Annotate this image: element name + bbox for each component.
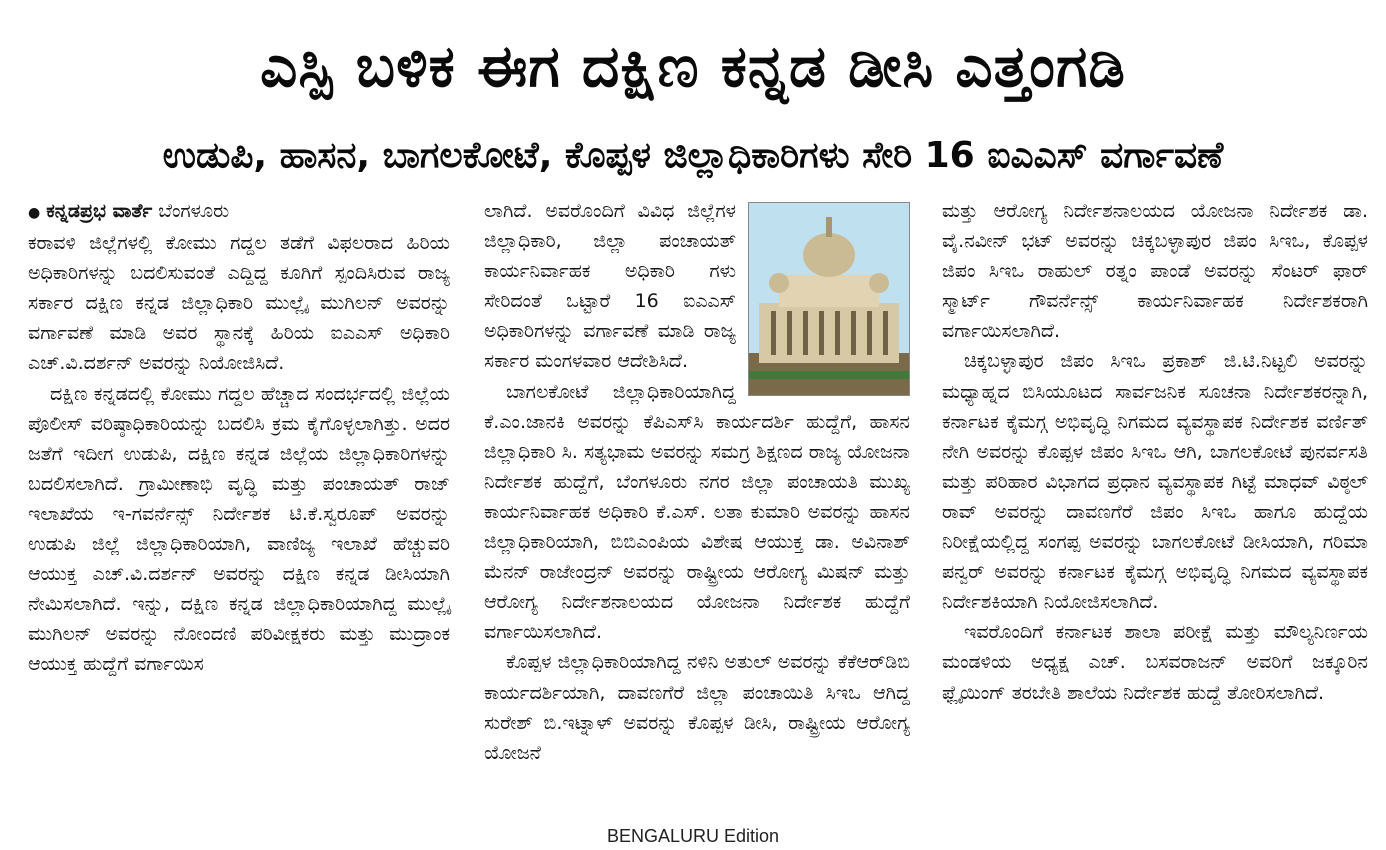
- column3-paragraph-2: ಚಿಕ್ಕಬಳ್ಳಾಪುರ ಜಿಪಂ ಸಿಇಒ ಪ್ರಕಾಶ್ ಜಿ.ಟಿ.ನಿಟ್ಟಲಿ ಅವರನ್ನು ಮಧ್ಯಾಹ್ನದ ಬಿಸಿಯೂಟದ ಸಾರ್ವಜನಿಕ ಸೂಚನಾ ನಿರ್ದೇಶಕರನ್ನಾಗಿ, ಕರ್ನಾಟಕ ಕೈಮಗ್ಗ ಅಭಿವೃದ್ಧಿ ನಿಗಮದ ವ್ಯವಸ್ಥಾಪಕ ನಿರ್ದೇಶಕ ವರ್ಣಿತ್ ನೇಗಿ ಅವರನ್ನು ಕೊಪ್ಪಳ ಜಿಪಂ ಸಿಇಒ ಆಗಿ, ಬಾಗಲಕೋಟೆ ಪುನರ್ವಸತಿ ಮತ್ತು ಪರಿಹಾರ ವಿಭಾಗದ ಪ್ರಧಾನ ವ್ಯವಸ್ಥಾಪಕ ಗಿಟ್ಟೆ ಮಾಧವ್ ವಿಠ್ಠಲ್ ರಾವ್ ಅವರನ್ನು ದಾವಣಗೆರೆ ಜಿಪಂ ಸಿಇಒ ಹಾಗೂ ಹುದ್ದೆಯ ನಿರೀಕ್ಷೆಯಲ್ಲಿದ್ದ ಸಂಗಪ್ಪ ಅವರನ್ನು ಬಾಗಲಕೋಟೆ ಡೀಸಿಯಾಗಿ, ಗರಿಮಾ ಪನ್ವರ್ ಅವರನ್ನು ಕರ್ನಾಟಕ ಕೈಮಗ್ಗ ಅಭಿವೃದ್ಧಿ ನಿಗಮದ ವ್ಯವಸ್ಥಾಪಕ ನಿರ್ದೇಶಕಿಯಾಗಿ ನಿಯೋಜಿಸಲಾಗಿದೆ.: [942, 350, 1368, 614]
- column2-paragraph-3: ಕೊಪ್ಪಳ ಜಿಲ್ಲಾಧಿಕಾರಿಯಾಗಿದ್ದ ನಳಿನಿ ಅತುಲ್ ಅವರನ್ನು ಕೆಕೆಆರ್‌ಡಿಬಿ ಕಾರ್ಯದರ್ಶಿಯಾಗಿ, ದಾವಣಗೆರೆ ಜಿಲ್ಲಾ ಪಂಚಾಯಿತಿ ಸಿಇಒ ಆಗಿದ್ದ ಸುರೇಶ್ ಬಿ.ಇಟ್ನಾಳ್ ಅವರನ್ನು ಕೊಪ್ಪಳ ಡೀಸಿ, ರಾಷ್ಟ್ರೀಯ ಆರೋಗ್ಯ ಯೋಜನೆ: [484, 651, 910, 764]
- byline-place: ಬೆಂಗಳೂರು: [158, 200, 230, 222]
- byline-source: ಕನ್ನಡಪ್ರಭ ವಾರ್ತೆ: [46, 200, 153, 222]
- column2-paragraph-1: ಲಾಗಿದೆ. ಅವರೊಂದಿಗೆ ವಿವಿಧ ಜಿಲ್ಲೆಗಳ ಜಿಲ್ಲಾಧಿಕಾರಿ, ಜಿಲ್ಲಾ ಪಂಚಾಯತ್ ಕಾರ್ಯನಿರ್ವಾಹಕ ಅಧಿಕಾರಿ ಗಳು ಸೇರಿದಂತೆ ಒಟ್ಟಾರೆ 16 ಐಎಎಸ್ ಅಧಿಕಾರಿಗಳನ್ನು ವರ್ಗಾವಣೆ ಮಾಡಿ ರಾಜ್ಯ ಸರ್ಕಾರ ಮಂಗಳವಾರ ಆದೇಶಿಸಿದೆ.: [484, 200, 736, 373]
- byline: [28, 196, 450, 228]
- article-column-1: [28, 196, 450, 680]
- article-column-3: [942, 196, 1368, 708]
- bullet-icon: ●: [28, 205, 41, 221]
- vidhana-soudha-photo: [748, 202, 910, 396]
- column3-paragraph-1: ಮತ್ತು ಆರೋಗ್ಯ ನಿರ್ದೇಶನಾಲಯದ ಯೋಜನಾ ನಿರ್ದೇಶಕ ಡಾ. ವೈ.ನವೀನ್ ಭಟ್ ಅವರನ್ನು ಚಿಕ್ಕಬಳ್ಳಾಪುರ ಜಿಪಂ ಸಿಇಒ, ಕೊಪ್ಪಳ ಜಿಪಂ ಸಿಇಒ ರಾಹುಲ್ ರತ್ನಂ ಪಾಂಡೆ ಅವರನ್ನು ಸೆಂಟರ್ ಫಾರ್ ಸ್ಮಾರ್ಟ್ ಗೌವರ್ನೆನ್ಸ್ ಕಾರ್ಯನಿರ್ವಾಹಕ ನಿರ್ದೇಶಕರಾಗಿ ವರ್ಗಾಯಿಸಲಾಗಿದೆ.: [942, 200, 1368, 343]
- article-column-2: [484, 196, 910, 768]
- edition-footer: BENGALURU Edition: [606, 826, 780, 846]
- column1-paragraph-2: ದಕ್ಷಿಣ ಕನ್ನಡದಲ್ಲಿ ಕೋಮು ಗದ್ದಲ ಹೆಚ್ಚಾದ ಸಂದರ್ಭದಲ್ಲಿ ಜಿಲ್ಲೆಯ ಪೊಲೀಸ್ ವರಿಷ್ಠಾಧಿಕಾರಿಯನ್ನು ಬದಲಿಸಿ ಕ್ರಮ ಕೈಗೊಳ್ಳಲಾಗಿತ್ತು. ಅದರ ಜತೆಗೆ ಇದೀಗ ಉಡುಪಿ, ದಕ್ಷಿಣ ಕನ್ನಡ ಜಿಲ್ಲೆಯ ಜಿಲ್ಲಾಧಿಕಾರಿಗಳನ್ನು ಬದಲಿಸಲಾಗಿದೆ. ಗ್ರಾಮೀಣಾಭಿ ವೃದ್ಧಿ ಮತ್ತು ಪಂಚಾಯತ್ ರಾಜ್ ಇಲಾಖೆಯ ಇ-ಗವರ್ನೆನ್ಸ್ ನಿರ್ದೇಶಕ ಟಿ.ಕೆ.ಸ್ವರೂಪ್ ಅವರನ್ನು ಉಡುಪಿ ಜಿಲ್ಲೆ ಜಿಲ್ಲಾಧಿಕಾರಿಯಾಗಿ, ವಾಣಿಜ್ಯ ಇಲಾಖೆ ಹೆಚ್ಚುವರಿ ಆಯುಕ್ತ ಎಚ್.ವಿ.ದರ್ಶನ್ ಅವರನ್ನು ದಕ್ಷಿಣ ಕನ್ನಡ ಡೀಸಿಯಾಗಿ ನೇಮಿಸಲಾಗಿದೆ. ಇನ್ನು, ದಕ್ಷಿಣ ಕನ್ನಡ ಜಿಲ್ಲಾಧಿಕಾರಿಯಾಗಿದ್ದ ಮುಲ್ಲೈ ಮುಗಿಲನ್ ಅವರನ್ನು ನೋಂದಣಿ ಪರಿವೀಕ್ಷಕರು ಮತ್ತು ಮುದ್ರಾಂಕ ಆಯುಕ್ತ ಹುದ್ದೆಗೆ ವರ್ಗಾಯಿಸ: [28, 382, 450, 676]
- headline: ಎಸ್ಪಿ ಬಳಿಕ ಈಗ ದಕ್ಷಿಣ ಕನ್ನಡ ಡೀಸಿ ಎತ್ತಂಗಡಿ: [260, 32, 1126, 100]
- column3-paragraph-3: ಇವರೊಂದಿಗೆ ಕರ್ನಾಟಕ ಶಾಲಾ ಪರೀಕ್ಷೆ ಮತ್ತು ಮೌಲ್ಯನಿರ್ಣಯ ಮಂಡಳಿಯ ಅಧ್ಯಕ್ಷ ಎಚ್. ಬಸವರಾಜನ್ ಅವರಿಗೆ ಜಕ್ಕೂರಿನ ಫ್ಲೈಯಿಂಗ್ ತರಬೇತಿ ಶಾಲೆಯ ನಿರ್ದೇಶಕ ಹುದ್ದೆ ತೋರಿಸಲಾಗಿದೆ.: [942, 621, 1368, 704]
- column2-paragraph-2: ಬಾಗಲಕೋಟೆ ಜಿಲ್ಲಾಧಿಕಾರಿಯಾಗಿದ್ದ ಕೆ.ಎಂ.ಜಾನಕಿ ಅವರನ್ನು ಕೆಪಿಎಸ್‌ಸಿ ಕಾರ್ಯದರ್ಶಿ ಹುದ್ದೆಗೆ, ಹಾಸನ ಜಿಲ್ಲಾಧಿಕಾರಿ ಸಿ. ಸತ್ಯಭಾಮ ಅವರನ್ನು ಸಮಗ್ರ ಶಿಕ್ಷಣದ ರಾಜ್ಯ ಯೋಜನಾ ನಿರ್ದೇಶಕ ಹುದ್ದೆಗೆ, ಬೆಂಗಳೂರು ನಗರ ಜಿಲ್ಲಾ ಪಂಚಾಯತಿ ಮುಖ್ಯ ಕಾರ್ಯನಿರ್ವಾಹಕ ಅಧಿಕಾರಿ ಕೆ.ಎಸ್. ಲತಾ ಕುಮಾರಿ ಅವರನ್ನು ಹಾಸನ ಜಿಲ್ಲಾಧಿಕಾರಿಯಾಗಿ, ಬಿಬಿಎಂಪಿಯ ವಿಶೇಷ ಆಯುಕ್ತ ಡಾ. ಅವಿನಾಶ್ ಮೆನನ್ ರಾಜೇಂದ್ರನ್ ಅವರನ್ನು ರಾಷ್ಟ್ರೀಯ ಆರೋಗ್ಯ ಮಿಷನ್ ಮತ್ತು ಆರೋಗ್ಯ ನಿರ್ದೇಶನಾಲಯದ ಯೋಜನಾ ನಿರ್ದೇಶಕ ಹುದ್ದೆಗೆ ವರ್ಗಾಯಿಸಲಾಗಿದೆ.: [484, 380, 910, 644]
- column1-paragraph-1: ಕರಾವಳಿ ಜಿಲ್ಲೆಗಳಲ್ಲಿ ಕೋಮು ಗದ್ದಲ ತಡೆಗೆ ವಿಫಲರಾದ ಹಿರಿಯ ಅಧಿಕಾರಿಗಳನ್ನು ಬದಲಿಸುವಂತೆ ಎದ್ದಿದ್ದ ಕೂಗಿಗೆ ಸ್ಪಂದಿಸಿರುವ ರಾಜ್ಯ ಸರ್ಕಾರ ದಕ್ಷಿಣ ಕನ್ನಡ ಜಿಲ್ಲಾಧಿಕಾರಿ ಮುಲ್ಲೈ ಮುಗಿಲನ್ ಅವರನ್ನು ವರ್ಗಾವಣೆ ಮಾಡಿ ಅವರ ಸ್ಥಾನಕ್ಕೆ ಹಿರಿಯ ಐಎಎಸ್ ಅಧಿಕಾರಿ ಎಚ್.ವಿ.ದರ್ಶನ್ ಅವರನ್ನು ನಿಯೋಜಿಸಿದೆ.: [28, 232, 450, 375]
- subheadline: ಉಡುಪಿ, ಹಾಸನ, ಬಾಗಲಕೋಟೆ, ಕೊಪ್ಪಳ ಜಿಲ್ಲಾಧಿಕಾರಿಗಳು ಸೇರಿ 16 ಐಎಎಸ್ ವರ್ಗಾವಣೆ: [162, 135, 1224, 176]
